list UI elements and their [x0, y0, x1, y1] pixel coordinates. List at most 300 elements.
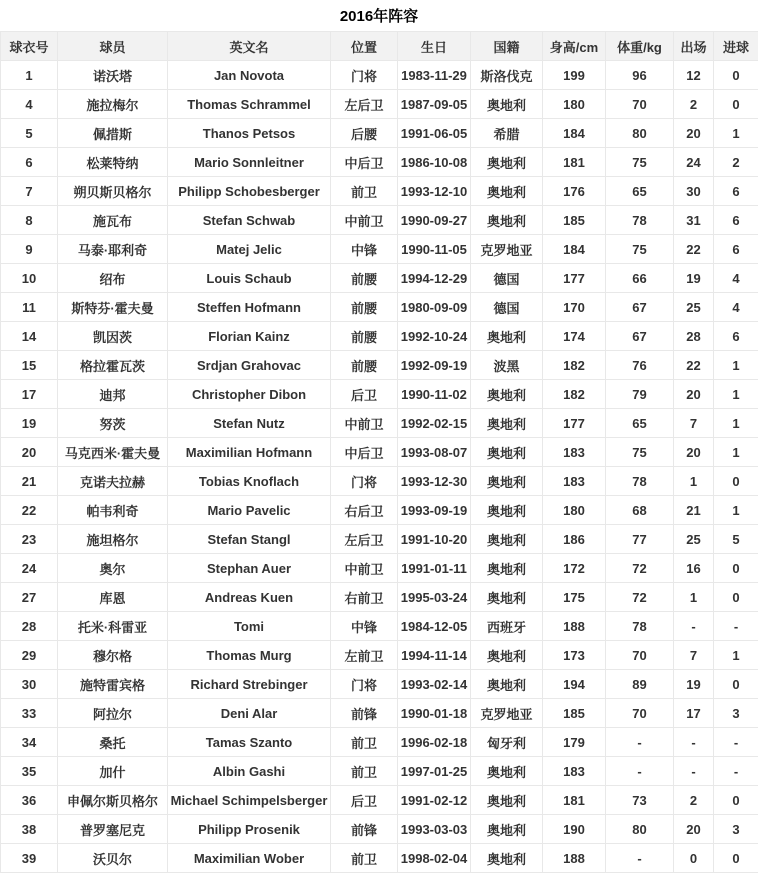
table-row [1, 757, 758, 786]
table-cell: 0 [714, 61, 758, 90]
table-cell: 前卫 [331, 844, 398, 873]
table-cell: 中前卫 [331, 554, 398, 583]
table-cell: 凯因茨 [58, 322, 168, 351]
table-cell: Louis Schaub [168, 264, 331, 293]
column-header-4: 生日 [398, 32, 471, 61]
table-cell: 奥地利 [471, 757, 543, 786]
table-cell: 希腊 [471, 119, 543, 148]
table-cell: 1991-01-11 [398, 554, 471, 583]
table-cell: 6 [714, 206, 758, 235]
table-cell: 普罗塞尼克 [58, 815, 168, 844]
table-cell: 5 [714, 525, 758, 554]
table-cell: 0 [714, 467, 758, 496]
table-cell: 1987-09-05 [398, 90, 471, 119]
table-row [1, 148, 758, 177]
table-cell: 96 [606, 61, 674, 90]
table-cell: 1 [714, 119, 758, 148]
table-cell: 73 [606, 786, 674, 815]
table-cell: 1990-11-02 [398, 380, 471, 409]
table-cell: Maximilian Wober [168, 844, 331, 873]
table-cell: 10 [1, 264, 58, 293]
table-header [1, 32, 758, 61]
table-cell: 199 [543, 61, 606, 90]
table-cell: Deni Alar [168, 699, 331, 728]
table-row [1, 90, 758, 119]
table-cell: 桑托 [58, 728, 168, 757]
table-cell: 183 [543, 438, 606, 467]
table-row [1, 438, 758, 467]
table-cell: 65 [606, 177, 674, 206]
table-cell: 0 [714, 670, 758, 699]
table-cell: 75 [606, 235, 674, 264]
table-cell: 19 [1, 409, 58, 438]
column-header-7: 体重/kg [606, 32, 674, 61]
table-cell: 门将 [331, 467, 398, 496]
table-cell: Thomas Schrammel [168, 90, 331, 119]
table-cell: 2 [714, 148, 758, 177]
table-cell: Tomi [168, 612, 331, 641]
table-cell: - [606, 844, 674, 873]
table-row [1, 525, 758, 554]
table-row [1, 641, 758, 670]
column-header-6: 身高/cm [543, 32, 606, 61]
table-cell: 175 [543, 583, 606, 612]
table-cell: Steffen Hofmann [168, 293, 331, 322]
table-cell: 奥地利 [471, 641, 543, 670]
table-cell: 185 [543, 206, 606, 235]
table-cell: 佩措斯 [58, 119, 168, 148]
table-cell: 78 [606, 467, 674, 496]
table-cell: Philipp Prosenik [168, 815, 331, 844]
table-cell: 右前卫 [331, 583, 398, 612]
table-cell: 30 [1, 670, 58, 699]
table-cell: 绍布 [58, 264, 168, 293]
column-header-0: 球衣号 [1, 32, 58, 61]
table-cell: 施拉梅尔 [58, 90, 168, 119]
table-cell: 施特雷宾格 [58, 670, 168, 699]
table-row [1, 351, 758, 380]
table-cell: - [714, 757, 758, 786]
table-cell: 7 [1, 177, 58, 206]
table-cell: 4 [714, 293, 758, 322]
table-cell: 格拉霍瓦茨 [58, 351, 168, 380]
table-cell: 28 [674, 322, 714, 351]
table-cell: 67 [606, 293, 674, 322]
table-cell: 5 [1, 119, 58, 148]
table-cell: 22 [674, 235, 714, 264]
table-cell: 奥地利 [471, 670, 543, 699]
table-cell: 70 [606, 699, 674, 728]
table-cell: 35 [1, 757, 58, 786]
table-cell: 前卫 [331, 177, 398, 206]
table-cell: 斯特芬·霍夫曼 [58, 293, 168, 322]
table-cell: 1 [674, 583, 714, 612]
table-cell: 4 [714, 264, 758, 293]
table-cell: 15 [1, 351, 58, 380]
table-cell: 16 [674, 554, 714, 583]
table-cell: 0 [714, 554, 758, 583]
table-cell: Thomas Murg [168, 641, 331, 670]
table-cell: 170 [543, 293, 606, 322]
table-cell: 1991-10-20 [398, 525, 471, 554]
table-cell: 库恩 [58, 583, 168, 612]
table-cell: 9 [1, 235, 58, 264]
table-row [1, 206, 758, 235]
table-cell: 183 [543, 757, 606, 786]
table-cell: 8 [1, 206, 58, 235]
table-cell: 79 [606, 380, 674, 409]
table-row [1, 670, 758, 699]
table-cell: - [714, 728, 758, 757]
table-cell: 179 [543, 728, 606, 757]
table-cell: 12 [674, 61, 714, 90]
table-cell: 1993-12-10 [398, 177, 471, 206]
table-cell: 加什 [58, 757, 168, 786]
table-cell: 72 [606, 583, 674, 612]
table-cell: 7 [674, 409, 714, 438]
table-cell: 19 [674, 264, 714, 293]
column-header-5: 国籍 [471, 32, 543, 61]
table-cell: 奥地利 [471, 90, 543, 119]
table-cell: Tobias Knoflach [168, 467, 331, 496]
table-cell: 0 [714, 90, 758, 119]
table-cell: 1995-03-24 [398, 583, 471, 612]
table-cell: 21 [1, 467, 58, 496]
column-header-8: 出场 [674, 32, 714, 61]
table-cell: 80 [606, 815, 674, 844]
table-cell: 奥地利 [471, 525, 543, 554]
table-cell: 松莱特纳 [58, 148, 168, 177]
table-cell: 中前卫 [331, 206, 398, 235]
table-cell: 诺沃塔 [58, 61, 168, 90]
table-cell: 176 [543, 177, 606, 206]
table-cell: 前腰 [331, 322, 398, 351]
table-cell: 20 [674, 438, 714, 467]
table-cell: 184 [543, 235, 606, 264]
table-cell: 188 [543, 612, 606, 641]
table-cell: 182 [543, 351, 606, 380]
table-cell: 帕韦利奇 [58, 496, 168, 525]
table-cell: 22 [1, 496, 58, 525]
table-cell: 29 [1, 641, 58, 670]
table-cell: Philipp Schobesberger [168, 177, 331, 206]
table-cell: 1983-11-29 [398, 61, 471, 90]
table-cell: 1984-12-05 [398, 612, 471, 641]
table-cell: 3 [714, 699, 758, 728]
table-cell: 65 [606, 409, 674, 438]
table-cell: 78 [606, 612, 674, 641]
table-cell: 穆尔格 [58, 641, 168, 670]
table-cell: 17 [674, 699, 714, 728]
table-cell: 左后卫 [331, 525, 398, 554]
table-cell: 克罗地亚 [471, 235, 543, 264]
table-cell: 20 [674, 815, 714, 844]
table-cell: 1 [1, 61, 58, 90]
table-cell: 20 [674, 119, 714, 148]
table-cell: 188 [543, 844, 606, 873]
table-cell: 89 [606, 670, 674, 699]
table-cell: Albin Gashi [168, 757, 331, 786]
table-row [1, 699, 758, 728]
table-body [1, 61, 758, 873]
table-cell: 前腰 [331, 264, 398, 293]
table-cell: 173 [543, 641, 606, 670]
table-cell: 2 [674, 786, 714, 815]
table-cell: 克罗地亚 [471, 699, 543, 728]
table-cell: 1996-02-18 [398, 728, 471, 757]
table-cell: 1994-11-14 [398, 641, 471, 670]
table-cell: 奥地利 [471, 322, 543, 351]
table-cell: 70 [606, 90, 674, 119]
table-cell: 22 [674, 351, 714, 380]
table-cell: 左前卫 [331, 641, 398, 670]
table-cell: 72 [606, 554, 674, 583]
table-cell: 33 [1, 699, 58, 728]
column-header-9: 进球 [714, 32, 758, 61]
table-cell: 奥地利 [471, 467, 543, 496]
table-row [1, 61, 758, 90]
table-row [1, 554, 758, 583]
table-cell: 4 [1, 90, 58, 119]
table-cell: 后腰 [331, 119, 398, 148]
table-cell: 1 [714, 351, 758, 380]
table-cell: Stefan Stangl [168, 525, 331, 554]
table-cell: 前锋 [331, 699, 398, 728]
table-cell: 1997-01-25 [398, 757, 471, 786]
table-cell: 奥地利 [471, 148, 543, 177]
table-cell: 德国 [471, 264, 543, 293]
table-cell: 1993-08-07 [398, 438, 471, 467]
table-cell: 1992-02-15 [398, 409, 471, 438]
table-row [1, 293, 758, 322]
table-cell: Stefan Schwab [168, 206, 331, 235]
table-cell: 78 [606, 206, 674, 235]
table-cell: 努茨 [58, 409, 168, 438]
table-cell: 172 [543, 554, 606, 583]
table-cell: 奥地利 [471, 554, 543, 583]
table-cell: 奥地利 [471, 844, 543, 873]
table-cell: 185 [543, 699, 606, 728]
table-row [1, 844, 758, 873]
table-cell: Mario Sonnleitner [168, 148, 331, 177]
table-row [1, 786, 758, 815]
table-cell: 1992-09-19 [398, 351, 471, 380]
table-cell: 马泰·耶利奇 [58, 235, 168, 264]
table-cell: Michael Schimpelsberger [168, 786, 331, 815]
table-cell: 11 [1, 293, 58, 322]
table-cell: 6 [714, 235, 758, 264]
table-cell: Stefan Nutz [168, 409, 331, 438]
table-cell: 1 [714, 438, 758, 467]
table-cell: - [606, 728, 674, 757]
table-cell: 门将 [331, 61, 398, 90]
table-cell: 1991-02-12 [398, 786, 471, 815]
table-cell: 奥地利 [471, 206, 543, 235]
table-cell: 1991-06-05 [398, 119, 471, 148]
table-cell: 177 [543, 264, 606, 293]
table-cell: 1990-01-18 [398, 699, 471, 728]
table-cell: 186 [543, 525, 606, 554]
table-cell: 奥尔 [58, 554, 168, 583]
column-header-3: 位置 [331, 32, 398, 61]
table-row [1, 177, 758, 206]
table-cell: 6 [1, 148, 58, 177]
table-cell: 190 [543, 815, 606, 844]
table-cell: 右后卫 [331, 496, 398, 525]
table-cell: 80 [606, 119, 674, 148]
table-cell: Richard Strebinger [168, 670, 331, 699]
table-cell: 0 [674, 844, 714, 873]
table-cell: 70 [606, 641, 674, 670]
table-cell: 中锋 [331, 612, 398, 641]
table-cell: Matej Jelic [168, 235, 331, 264]
table-cell: 左后卫 [331, 90, 398, 119]
table-cell: 75 [606, 438, 674, 467]
table-cell: 奥地利 [471, 409, 543, 438]
table-cell: 181 [543, 148, 606, 177]
table-cell: 朔贝斯贝格尔 [58, 177, 168, 206]
table-row [1, 119, 758, 148]
table-cell: 66 [606, 264, 674, 293]
table-cell: 39 [1, 844, 58, 873]
table-cell: Mario Pavelic [168, 496, 331, 525]
table-cell: 奥地利 [471, 786, 543, 815]
table-row [1, 728, 758, 757]
table-cell: 1 [714, 496, 758, 525]
table-cell: Tamas Szanto [168, 728, 331, 757]
table-cell: 67 [606, 322, 674, 351]
table-cell: 38 [1, 815, 58, 844]
table-row [1, 409, 758, 438]
table-cell: 1990-09-27 [398, 206, 471, 235]
table-row [1, 496, 758, 525]
table-cell: Christopher Dibon [168, 380, 331, 409]
squad-table [0, 31, 758, 873]
table-cell: 182 [543, 380, 606, 409]
table-cell: 23 [1, 525, 58, 554]
table-cell: 马克西米·霍夫曼 [58, 438, 168, 467]
table-row [1, 235, 758, 264]
table-cell: 20 [1, 438, 58, 467]
table-row [1, 264, 758, 293]
table-cell: 1986-10-08 [398, 148, 471, 177]
table-cell: 2 [674, 90, 714, 119]
table-cell: 前腰 [331, 351, 398, 380]
table-cell: 中锋 [331, 235, 398, 264]
table-cell: 0 [714, 844, 758, 873]
table-cell: 1 [674, 467, 714, 496]
table-cell: 183 [543, 467, 606, 496]
table-cell: 1 [714, 380, 758, 409]
table-cell: 174 [543, 322, 606, 351]
table-cell: 前卫 [331, 757, 398, 786]
column-header-2: 英文名 [168, 32, 331, 61]
table-cell: 194 [543, 670, 606, 699]
table-cell: 1998-02-04 [398, 844, 471, 873]
table-cell: 前锋 [331, 815, 398, 844]
table-row [1, 612, 758, 641]
table-cell: 19 [674, 670, 714, 699]
table-cell: 1993-12-30 [398, 467, 471, 496]
table-cell: 0 [714, 583, 758, 612]
table-row [1, 815, 758, 844]
table-cell: 托米·科雷亚 [58, 612, 168, 641]
table-cell: 184 [543, 119, 606, 148]
table-cell: 24 [674, 148, 714, 177]
table-cell: Florian Kainz [168, 322, 331, 351]
table-cell: Jan Novota [168, 61, 331, 90]
table-cell: - [674, 757, 714, 786]
table-cell: 沃贝尔 [58, 844, 168, 873]
table-cell: 6 [714, 177, 758, 206]
table-cell: 68 [606, 496, 674, 525]
table-cell: 77 [606, 525, 674, 554]
table-cell: 76 [606, 351, 674, 380]
table-cell: 1993-03-03 [398, 815, 471, 844]
table-cell: 6 [714, 322, 758, 351]
table-cell: 1 [714, 641, 758, 670]
table-cell: 德国 [471, 293, 543, 322]
table-cell: 中前卫 [331, 409, 398, 438]
table-cell: 后卫 [331, 786, 398, 815]
table-cell: 0 [714, 786, 758, 815]
table-cell: 31 [674, 206, 714, 235]
table-cell: 中后卫 [331, 148, 398, 177]
table-cell: 施瓦布 [58, 206, 168, 235]
table-cell: 迪邦 [58, 380, 168, 409]
table-row [1, 322, 758, 351]
table-cell: 25 [674, 293, 714, 322]
table-cell: 17 [1, 380, 58, 409]
table-cell: Andreas Kuen [168, 583, 331, 612]
table-cell: 施坦格尔 [58, 525, 168, 554]
table-cell: 3 [714, 815, 758, 844]
table-cell: 阿拉尔 [58, 699, 168, 728]
table-cell: 180 [543, 496, 606, 525]
table-cell: - [674, 612, 714, 641]
table-cell: 中后卫 [331, 438, 398, 467]
table-cell: 申佩尔斯贝格尔 [58, 786, 168, 815]
table-cell: 奥地利 [471, 438, 543, 467]
table-title: 2016年阵容 [339, 8, 419, 25]
table-cell: 1 [714, 409, 758, 438]
table-cell: 27 [1, 583, 58, 612]
table-cell: 奥地利 [471, 815, 543, 844]
table-cell: 1980-09-09 [398, 293, 471, 322]
table-row [1, 583, 758, 612]
table-cell: - [674, 728, 714, 757]
table-cell: 1993-02-14 [398, 670, 471, 699]
table-cell: 门将 [331, 670, 398, 699]
table-cell: 1990-11-05 [398, 235, 471, 264]
table-cell: 1994-12-29 [398, 264, 471, 293]
table-cell: Thanos Petsos [168, 119, 331, 148]
table-cell: 西班牙 [471, 612, 543, 641]
table-cell: 前卫 [331, 728, 398, 757]
table-cell: 前腰 [331, 293, 398, 322]
table-cell: 奥地利 [471, 177, 543, 206]
table-cell: - [714, 612, 758, 641]
table-cell: 21 [674, 496, 714, 525]
table-cell: 20 [674, 380, 714, 409]
table-cell: 24 [1, 554, 58, 583]
table-cell: 奥地利 [471, 380, 543, 409]
table-cell: 1992-10-24 [398, 322, 471, 351]
table-cell: 斯洛伐克 [471, 61, 543, 90]
table-cell: 后卫 [331, 380, 398, 409]
table-cell: 7 [674, 641, 714, 670]
table-cell: 75 [606, 148, 674, 177]
